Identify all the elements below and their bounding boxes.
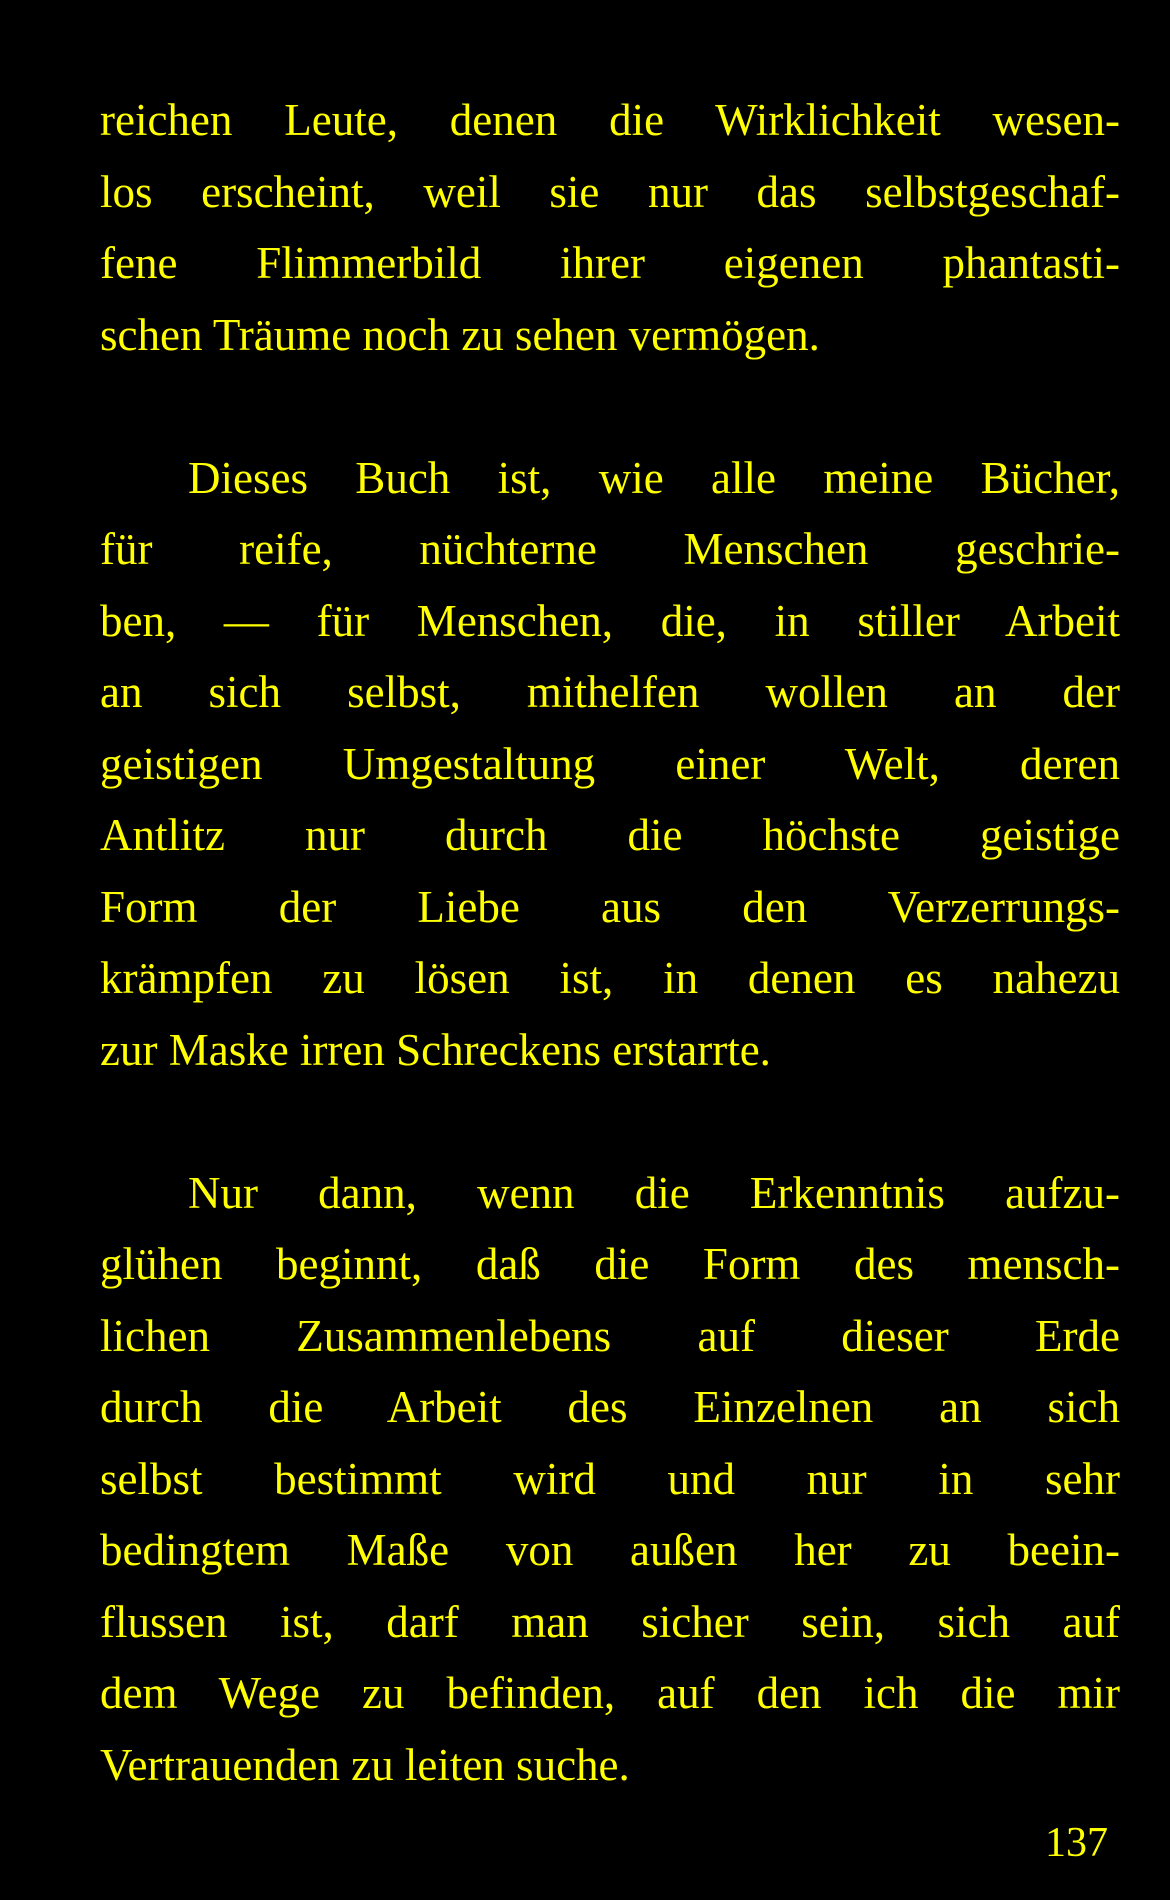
text-line: für reife, nüchterne Menschen geschrie-: [100, 524, 1120, 574]
text-line: selbst bestimmt wird und nur in sehr: [100, 1453, 1120, 1504]
text-line: dem Wege zu befinden, auf den ich die mir: [100, 1668, 1120, 1718]
paragraph-1: [100, 85, 1120, 371]
text-line: geistigen Umgestaltung einer Welt, deren: [100, 738, 1120, 789]
text-line: glühen beginnt, daß die Form des mensch-: [100, 1239, 1120, 1289]
paragraph-2: [100, 443, 1120, 1087]
text-line: los erscheint, weil sie nur das selbstgeschaf-: [100, 166, 1120, 217]
text-line: Form der Liebe aus den Verzerrungs-: [100, 881, 1120, 932]
paragraph-3: [100, 1158, 1120, 1802]
text-line: lichen Zusammenlebens auf dieser Erde: [100, 1310, 1120, 1361]
page-number: 137: [1045, 1820, 1108, 1866]
body-text: [100, 85, 1120, 1801]
paragraph-gap: [100, 371, 1120, 443]
text-line: ben, — für Menschen, die, in stiller Arbeit: [100, 595, 1120, 646]
text-line: Vertrauenden zu leiten suche.: [100, 1739, 630, 1790]
text-line: an sich selbst, mithelfen wollen an der: [100, 667, 1120, 717]
text-line: krämpfen zu lösen ist, in denen es nahezu: [100, 953, 1120, 1003]
text-line: bedingtem Maße von außen her zu beein-: [100, 1525, 1120, 1575]
paragraph-gap: [100, 1086, 1120, 1158]
text-line: flussen ist, darf man sicher sein, sich auf: [100, 1596, 1120, 1647]
text-line: schen Träume noch zu sehen vermögen.: [100, 309, 820, 360]
text-line: Nur dann, wenn die Erkenntnis aufzu-: [188, 1167, 1120, 1218]
text-line: reichen Leute, denen die Wirklichkeit wesen-: [100, 95, 1120, 145]
text-line: Dieses Buch ist, wie alle meine Bücher,: [188, 452, 1120, 503]
text-line: fene Flimmerbild ihrer eigenen phantasti-: [100, 238, 1120, 288]
text-line: Antlitz nur durch die höchste geistige: [100, 810, 1120, 860]
text-line: zur Maske irren Schreckens erstarrte.: [100, 1024, 771, 1075]
text-line: durch die Arbeit des Einzelnen an sich: [100, 1382, 1120, 1432]
